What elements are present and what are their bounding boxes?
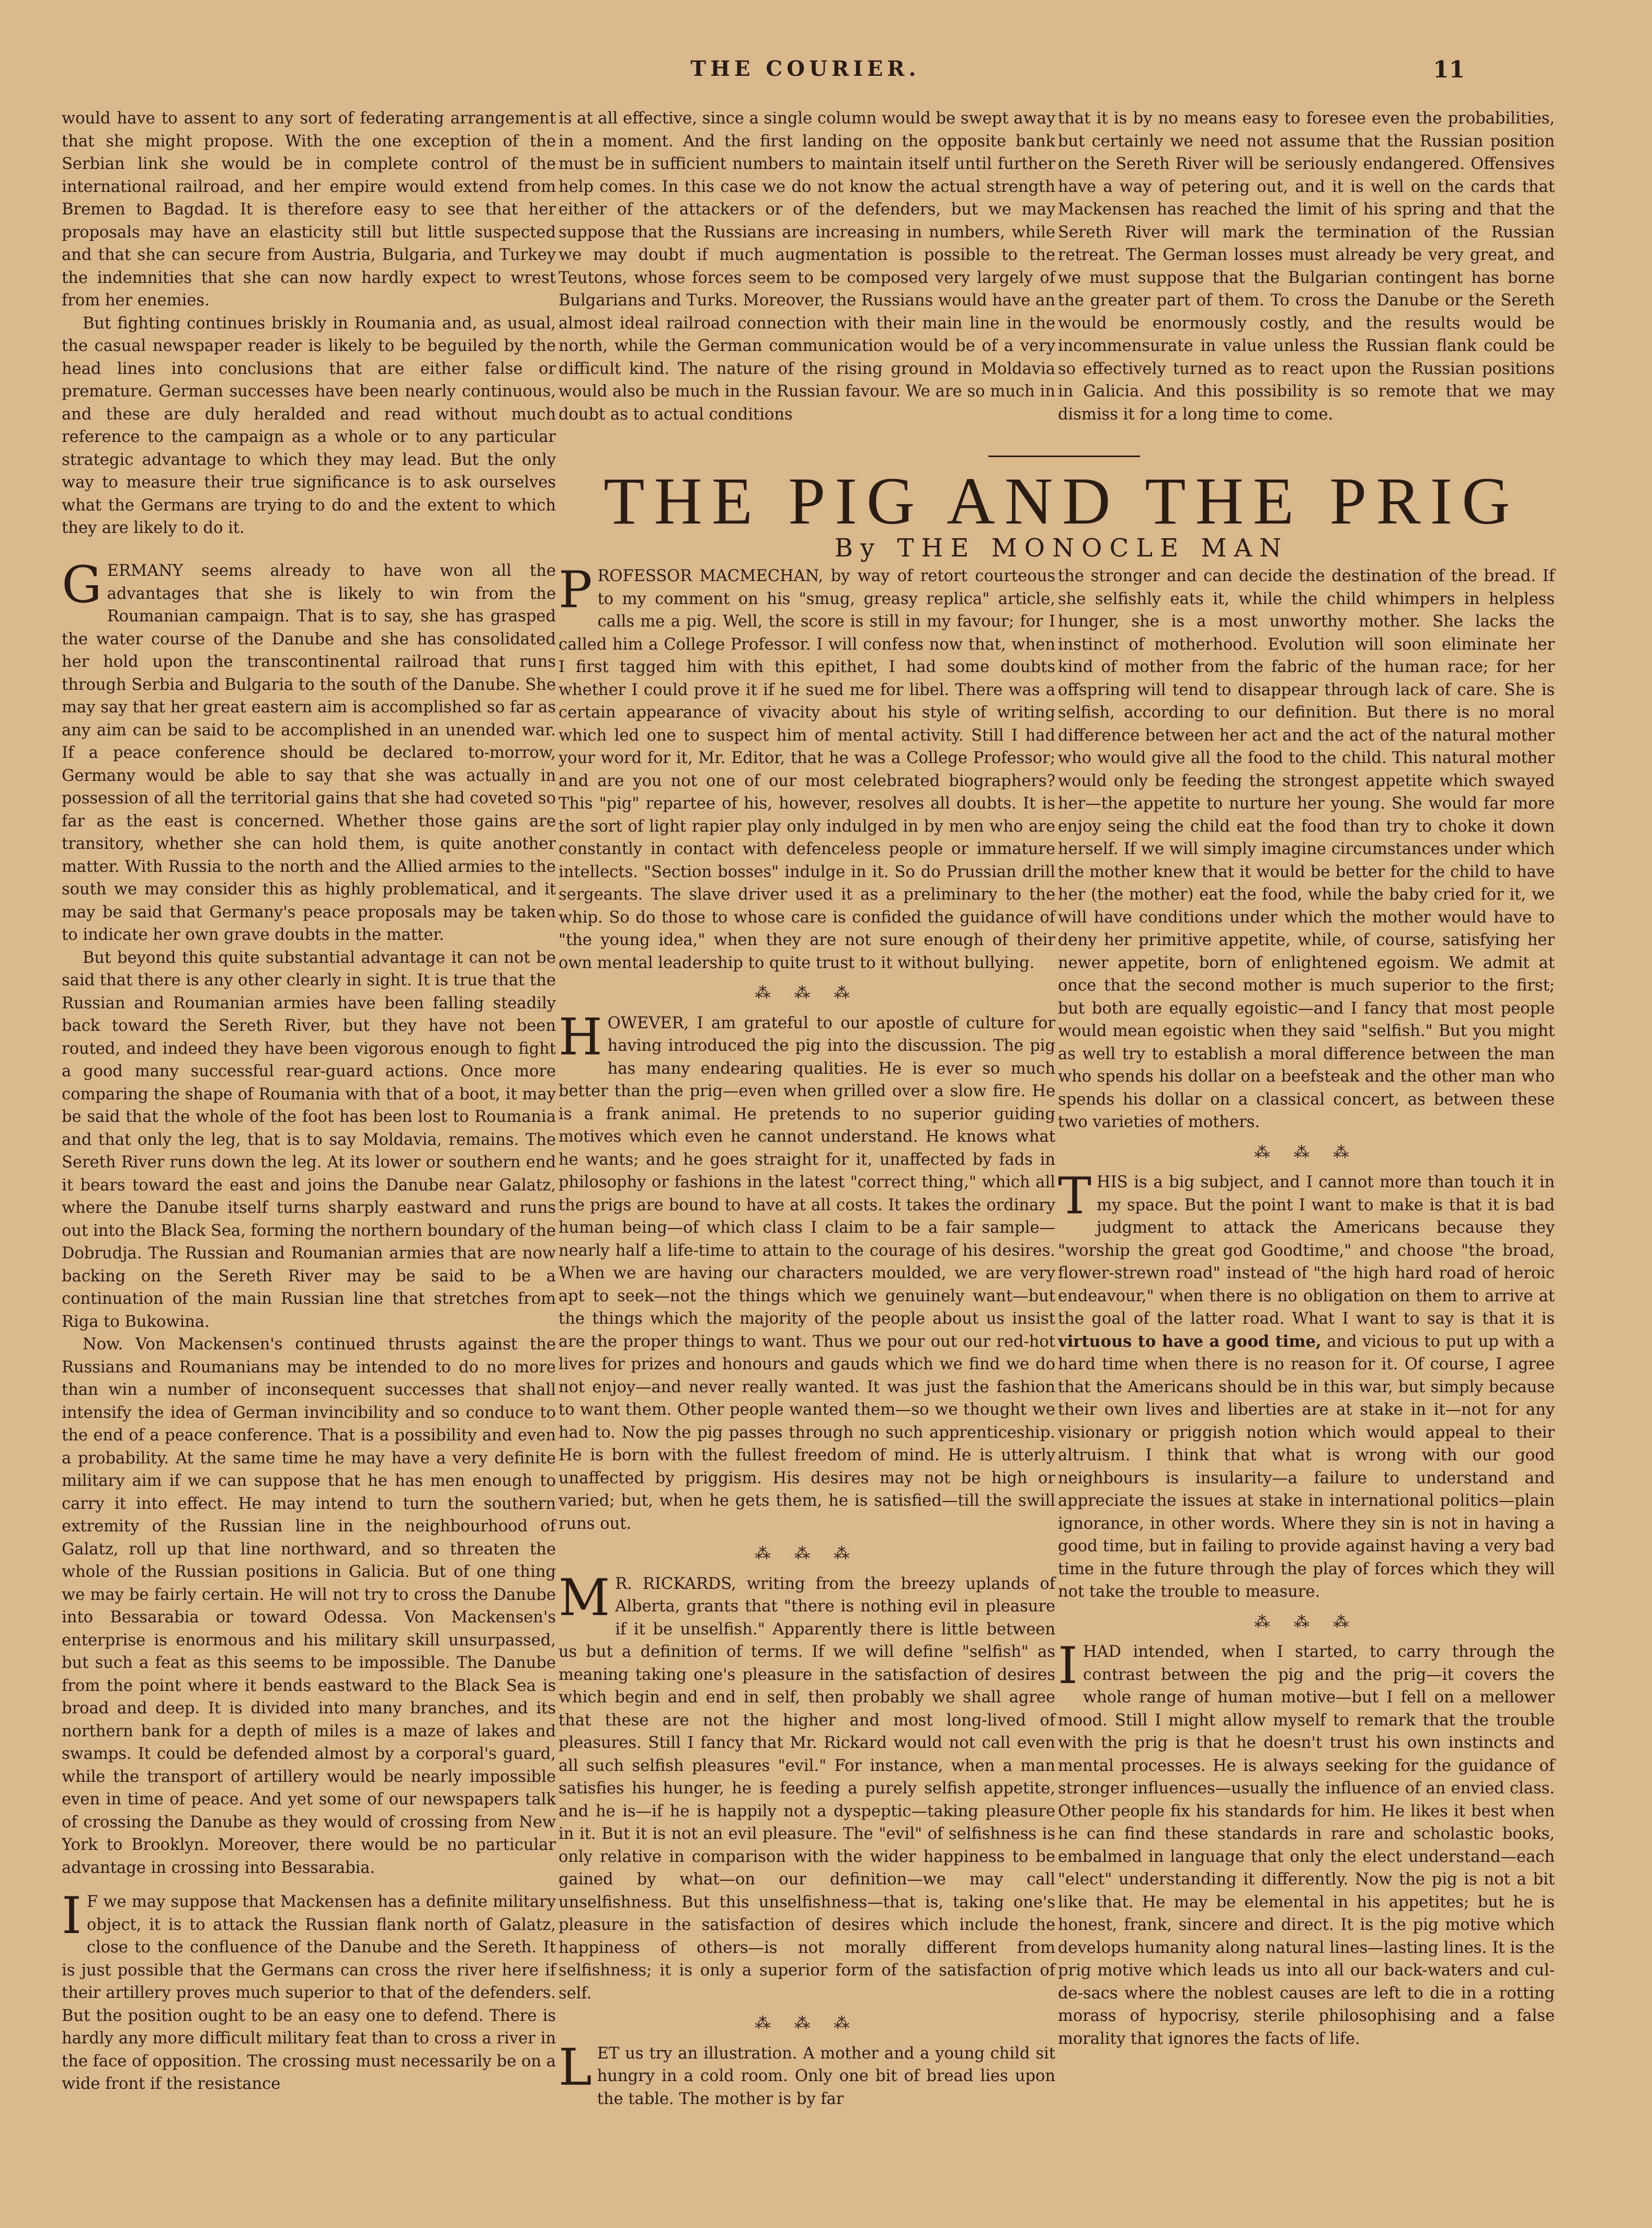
section-ornament: ⁂ ⁂ ⁂ (755, 984, 859, 1002)
running-head: THE COURIER. (690, 56, 920, 81)
section-ornament: ⁂ ⁂ ⁂ (755, 1544, 859, 1563)
paragraph: GERMANY seems already to have won all the advantages that she is likely to win from the Roumanian campaign. That is to say, she has grasped the water course of the Danube and she has consolidated her hold upon the transcontinental railroad that runs through Serbia and Bulgaria to the south of the Danube. She may say that her great eastern aim is accomplished so far as any aim can be said to be accomplished in an unended war. If a peace conference should be declared to-morrow, Germany would be able to say that she was actually in possession of all the territorial gains that she had coveted so far as the east is concerned. Whether those gains are transitory, whether she can hold them, is quite another matter. With Russia to the north and the Allied armies to the south we may consider this as highly problematical, and it may be said that Germany's peace proposals may be taken to indicate her own grave doubts in the matter. (62, 555, 556, 944)
paragraph: the stronger and can decide the destination of the bread. If she selfishly eats it, while the child whimpers in helpless hunger, she is a most unworthy mother. She lacks the instinct of motherhood. Evolution will soon eliminate her kind of mother from the fabric of the human race; for her offspring will tend to disappear through lack of care. She is selfish, according to our definition. But there is no moral difference between her act and the act of the natural mother who would give all the food to the child. This natural mother would only be feeding the strongest appetite which swayed her—the appetite to nurture her young. She would far more enjoy seing the child eat the food than try to choke it down herself. If we will simply imagine circumstances under which the mother knew that it would be better for the child to have her (the mother) eat the food, while the baby cried for it, we will have conditions under which the mother would have to deny her primitive appetite, while, of course, satisfying her newer appetite, born of enlightened egoism. We admit at once that the second mother is much superior to the first; but both are equally egoistic—and I fancy that most people would mean egoistic when they said "selfish." But you might as well try to establish a moral difference between the man who spends his dollar on a beefsteak and the other man who spends his dollar on a classical concert, as between these two varieties of mothers. (1058, 567, 1555, 1131)
paragraph: is at all effective, since a single column would be swept away in a moment. And the first landing on the opposite bank must be in sufficient numbers to maintain itself until further help comes. In this case we do not know the actual strength either of the attackers or of the defenders, but we may suppose that the Russians are increasing in numbers, while we may doubt if much augmentation is possible to the Teutons, whose forces seem to be composed very largely of Bulgarians and Turks. Moreover, the Russians would have an almost ideal railroad connection with their main line in the north, while the German communication would be of a very difficult kind. The nature of the rising ground in Moldavia would also be much in the Russian favour. We are so much in doubt as to actual conditions (559, 109, 1055, 424)
paragraph: PROFESSOR MACMECHAN, by way of retort courteous to my comment on his "smug, greasy replica" article, calls me a pig. Well, the score is still in my favour; for I called him a College Professor. I will confess now that, when I first tagged him with this epithet, I had some doubts whether I could prove it if he sued me for libel. There was a certain appearance of vivacity about his style of writing which led one to suspect him of mental activity. Still I had your word for it, Mr. Editor, that he was a College Professor; and are you not one of our most celebrated biographers? This "pig" repartee of his, however, resolves all doubts. It is the sort of light rapier play only indulged in by men who are constantly in contact with defenceless people or immature intellects. "Section bosses" indulge in it. So do Prussian drill sergeants. The slave driver used it as a preliminary to the whip. So do those to whose care is confided the guidance of "the young idea," when they are not sure enough of their own mental leadership to quite trust to it without bullying. (559, 561, 1055, 972)
paragraph: Now. Von Mackensen's continued thrusts against the Russians and Roumanians may be intended to do no more than win a number of inconsequent successes that shall intensify the idea of German invincibility and so conduce to the end of a peace conference. That is a possibility and even a probability. At the same time he may have a very definite military aim if we can suppose that he has men enough to carry it into effect. He may intend to turn the southern extremity of the Russian line in the neighbourhood of Galatz, roll up that line northward, and so threaten the whole of the Russian positions in Galicia. But of one thing we may be fairly certain. He will not try to cross the Danube into Bessarabia or toward Odessa. Von Mackensen's enterprise is enormous and his military skill unsurpassed, but such a feat as this seems to be impossible. The Danube from the point where it bends eastward to the Black Sea is broad and deep. It is divided into many branches, and its northern bank for a depth of miles is a maze of lakes and swamps. It could be defended almost by a corporal's guard, while the transport of artillery would be nearly impossible even in time of peace. And yet some of our newspapers talk of crossing the Danube as they would of crossing from New York to Brooklyn. Moreover, there would be no particular advantage in crossing into Bessarabia. (62, 1335, 556, 1877)
article-column-c (1058, 565, 1555, 2050)
paragraph (1058, 1167, 1555, 1604)
paragraph: that it is by no means easy to foresee even the probabilities, but certainly we need not assume that the Russian position on the Sereth River will be seriously endangered. Offensives have a way of petering out, and it is well on the cards that Mackensen has reached the limit of his spring and that the Sereth River will mark the termination of the Russian retreat. The German losses must already be very great, and we must suppose that the Bulgarian contingent has borne the greater part of them. To cross the Danube or the Sereth would be enormously costly, and the results would be incommensurate in value unless the Russian flank could be so effectively turned as to react upon the Russian positions in Galicia. And this possibility is so remote that we may dismiss it for a long time to come. (1058, 109, 1555, 424)
paragraph-text: THIS is a big subject, and I cannot more than touch it in my space. But the point I want to make is that it is bad judgment to attack the Americans because they "worship the great god Goodtime," and choose "the broad, flower-strewn road" instead of "the high hard road of heroic endeavour," when there is no obligation on them to arrive at the goal of the latter road. What I want to say is that it is (1058, 1167, 1555, 1328)
paragraph: But fighting continues briskly in Roumania and, as usual, the casual newspaper reader is likely to be beguiled by the head lines into conclusions that are either false or premature. German successes have been nearly continuous, and these are duly heralded and read without much reference to the campaign as a whole or to any particular strategic advantage to which they may lead. But the only way to measure their true significance is to ask ourselves what the Germans are trying to do and the extent to which they are likely to do it. (62, 314, 556, 537)
article-title: THE PIG AND THE PRIG (603, 464, 1520, 538)
paragraph-text: and vicious to put up with a hard time when there is no reason for it. Of course, I agree that the Americans should be in this war, but simply because their own lives and liberties are at stake in it—not for any visionary or priggish notion which would appeal to their altruism. I think that what is wrong with our good neighbours is insularity—a failure to understand and appreciate the issues at stake in international politics—plain ignorance, in other words. Where they sin is not in having a good time, but in failing to provide against having a very bad time in the future through the play of forces which they will not take the trouble to measure. (1058, 1332, 1555, 1601)
paragraph: IF we may suppose that Mackensen has a definite military object, it is to attack the Russian flank north of Galatz, close to the confluence of the Danube and the Sereth. It is just possible that the Germans can cross the river here if their artillery proves much superior to that of the defenders. But the position ought to be an easy one to defend. There is hardly any more difficult military feat than to cross a river in the face of opposition. The crossing must necessarily be on a wide front if the resistance (62, 1886, 556, 2093)
section-ornament: ⁂ ⁂ ⁂ (1254, 1143, 1359, 1162)
section-ornament: ⁂ ⁂ ⁂ (755, 2014, 859, 2032)
paragraph: MR. RICKARDS, writing from the breezy uplands of Alberta, grants that "there is nothing evil in pleasure if it be unselfish." Apparently there is little between us but a definition of terms. If we will define "selfish" as meaning taking one's pleasure in the satisfaction of desires which begin and end in self, then probably we shall agree that these are not the higher and most long-lived of pleasures. Still I fancy that Mr. Rickard would not call even all such selfish pleasures "evil." For instance, when a man satisfies his hunger, he is feeding a purely selfish appetite, and he is—if he is happily not a dyspeptic—taking pleasure in it. But it is not an evil pleasure. The "evil" of selfishness is only relative in comparison with the wider happiness to be gained by what—on our definition—we may call unselfishness. But this unselfishness—that is, taking one's pleasure in the satisfaction of desires which include the happiness of others—is not morally different from selfishness; it is only a superior form of the satisfaction of self. (559, 1568, 1055, 2003)
page-number: 11 (1433, 56, 1465, 83)
paragraph: HOWEVER, I am grateful to our apostle of culture for having introduced the pig into the discussion. The pig has many endearing qualities. He is ever so much better than the prig—even when grilled over a slow fire. He is a frank animal. He pretends to no superior guiding motives which even he cannot understand. He knows what he wants; and he goes straight for it, unaffected by fads in philosophy or fashions in the latest "correct thing," which all the prigs are bound to have at all costs. It takes the ordinary human being—of which class I claim to be a fair sample—nearly half a life-time to attain to the courage of his desires. When we are having our characters moulded, we are very apt to seek—not the things which we genuinely want—but the things which the majority of the people about us insist are the proper things to want. Thus we pour out our red-hot lives for prizes and honours and gauds which we find we do not enjoy—and never really wanted. It was just the fashion to want them. Other people wanted them—so we thought we had to. Now the pig passes through no such apprenticeship. He is born with the fullest freedom of mind. He is utterly unaffected by priggism. His desires may not be high or varied; but, when he gets them, he is satisfied—till the swill runs out. (559, 1007, 1055, 1533)
section-divider (988, 456, 1140, 457)
article-column-b (559, 561, 1055, 2110)
column-c-top (1058, 107, 1555, 426)
paragraph: But beyond this quite substantial advantage it can not be said that there is any other clearly in sight. It is true that the Russian and Roumanian armies have been falling steadily back toward the Sereth River, but they have not been routed, and indeed they have been vigorous enough to fight a good many successful rear-guard actions. Once more comparing the shape of Roumania with that of a boot, it may be said that the whole of the foot has been lost to Roumania and that only the leg, that is to say Moldavia, remains. The Sereth River runs down the leg. At its lower or southern end it bears toward the east and joins the Danube near Galatz, where the Danube itself turns sharply eastward and runs out into the Black Sea, forming the northern boundary of the Dobrudja. The Russian and Roumanian armies that are now backing on the Sereth River may be said to be a continuation of the main Russian line that stretches from Riga to Bukowina. (62, 948, 556, 1331)
column-a-top (62, 107, 556, 540)
paragraph: IHAD intended, when I started, to carry through the contrast between the pig and the prig—it covers the whole range of human motive—but I fell on a mellower mood. Still I might allow myself to remark that the trouble with the prig is that he doesn't trust his own instincts and mental processes. He is always seeking for the guidance of stronger influences—usually the influence of an envied class. Other people fix his standards for him. He likes it best when he can find these standards in rare and scholastic books, embalmed in language that only the elect understand—each "elect" understanding it differently. Now the pig is not a bit like that. He may be elemental in his appetites; but he is honest, frank, sincere and direct. It is the pig motive which develops humanity along natural lines—lasting lines. It is the prig motive which leads us into all our back-waters and cul-de-sacs where the noblest causes are left to die in a rotting morass of hypocrisy, sterile philosophising and a false morality that ignores the facts of life. (1058, 1636, 1555, 2048)
column-b-top (559, 107, 1055, 426)
emphasis-phrase: virtuous to have a good time, (1058, 1332, 1321, 1351)
paragraph: would have to assent to any sort of federating arrangement that she might propose. With the one exception of the Serbian link she would be in complete control of the international railroad, and her empire would extend from Bremen to Bagdad. It is therefore easy to see that her proposals may have an elasticity still but little suspected and that she can secure from Austria, Bulgaria, and Turkey the indemnities that she can now hardly expect to wrest from her enemies. (62, 109, 556, 310)
article-byline: By THE MONOCLE MAN (834, 533, 1289, 563)
paragraph: LET us try an illustration. A mother and a young child sit hungry in a cold room. Only one bit of bread lies upon the table. The mother is by far (559, 2038, 1055, 2108)
section-ornament: ⁂ ⁂ ⁂ (1254, 1612, 1359, 1631)
column-a-bottom (62, 555, 556, 2096)
